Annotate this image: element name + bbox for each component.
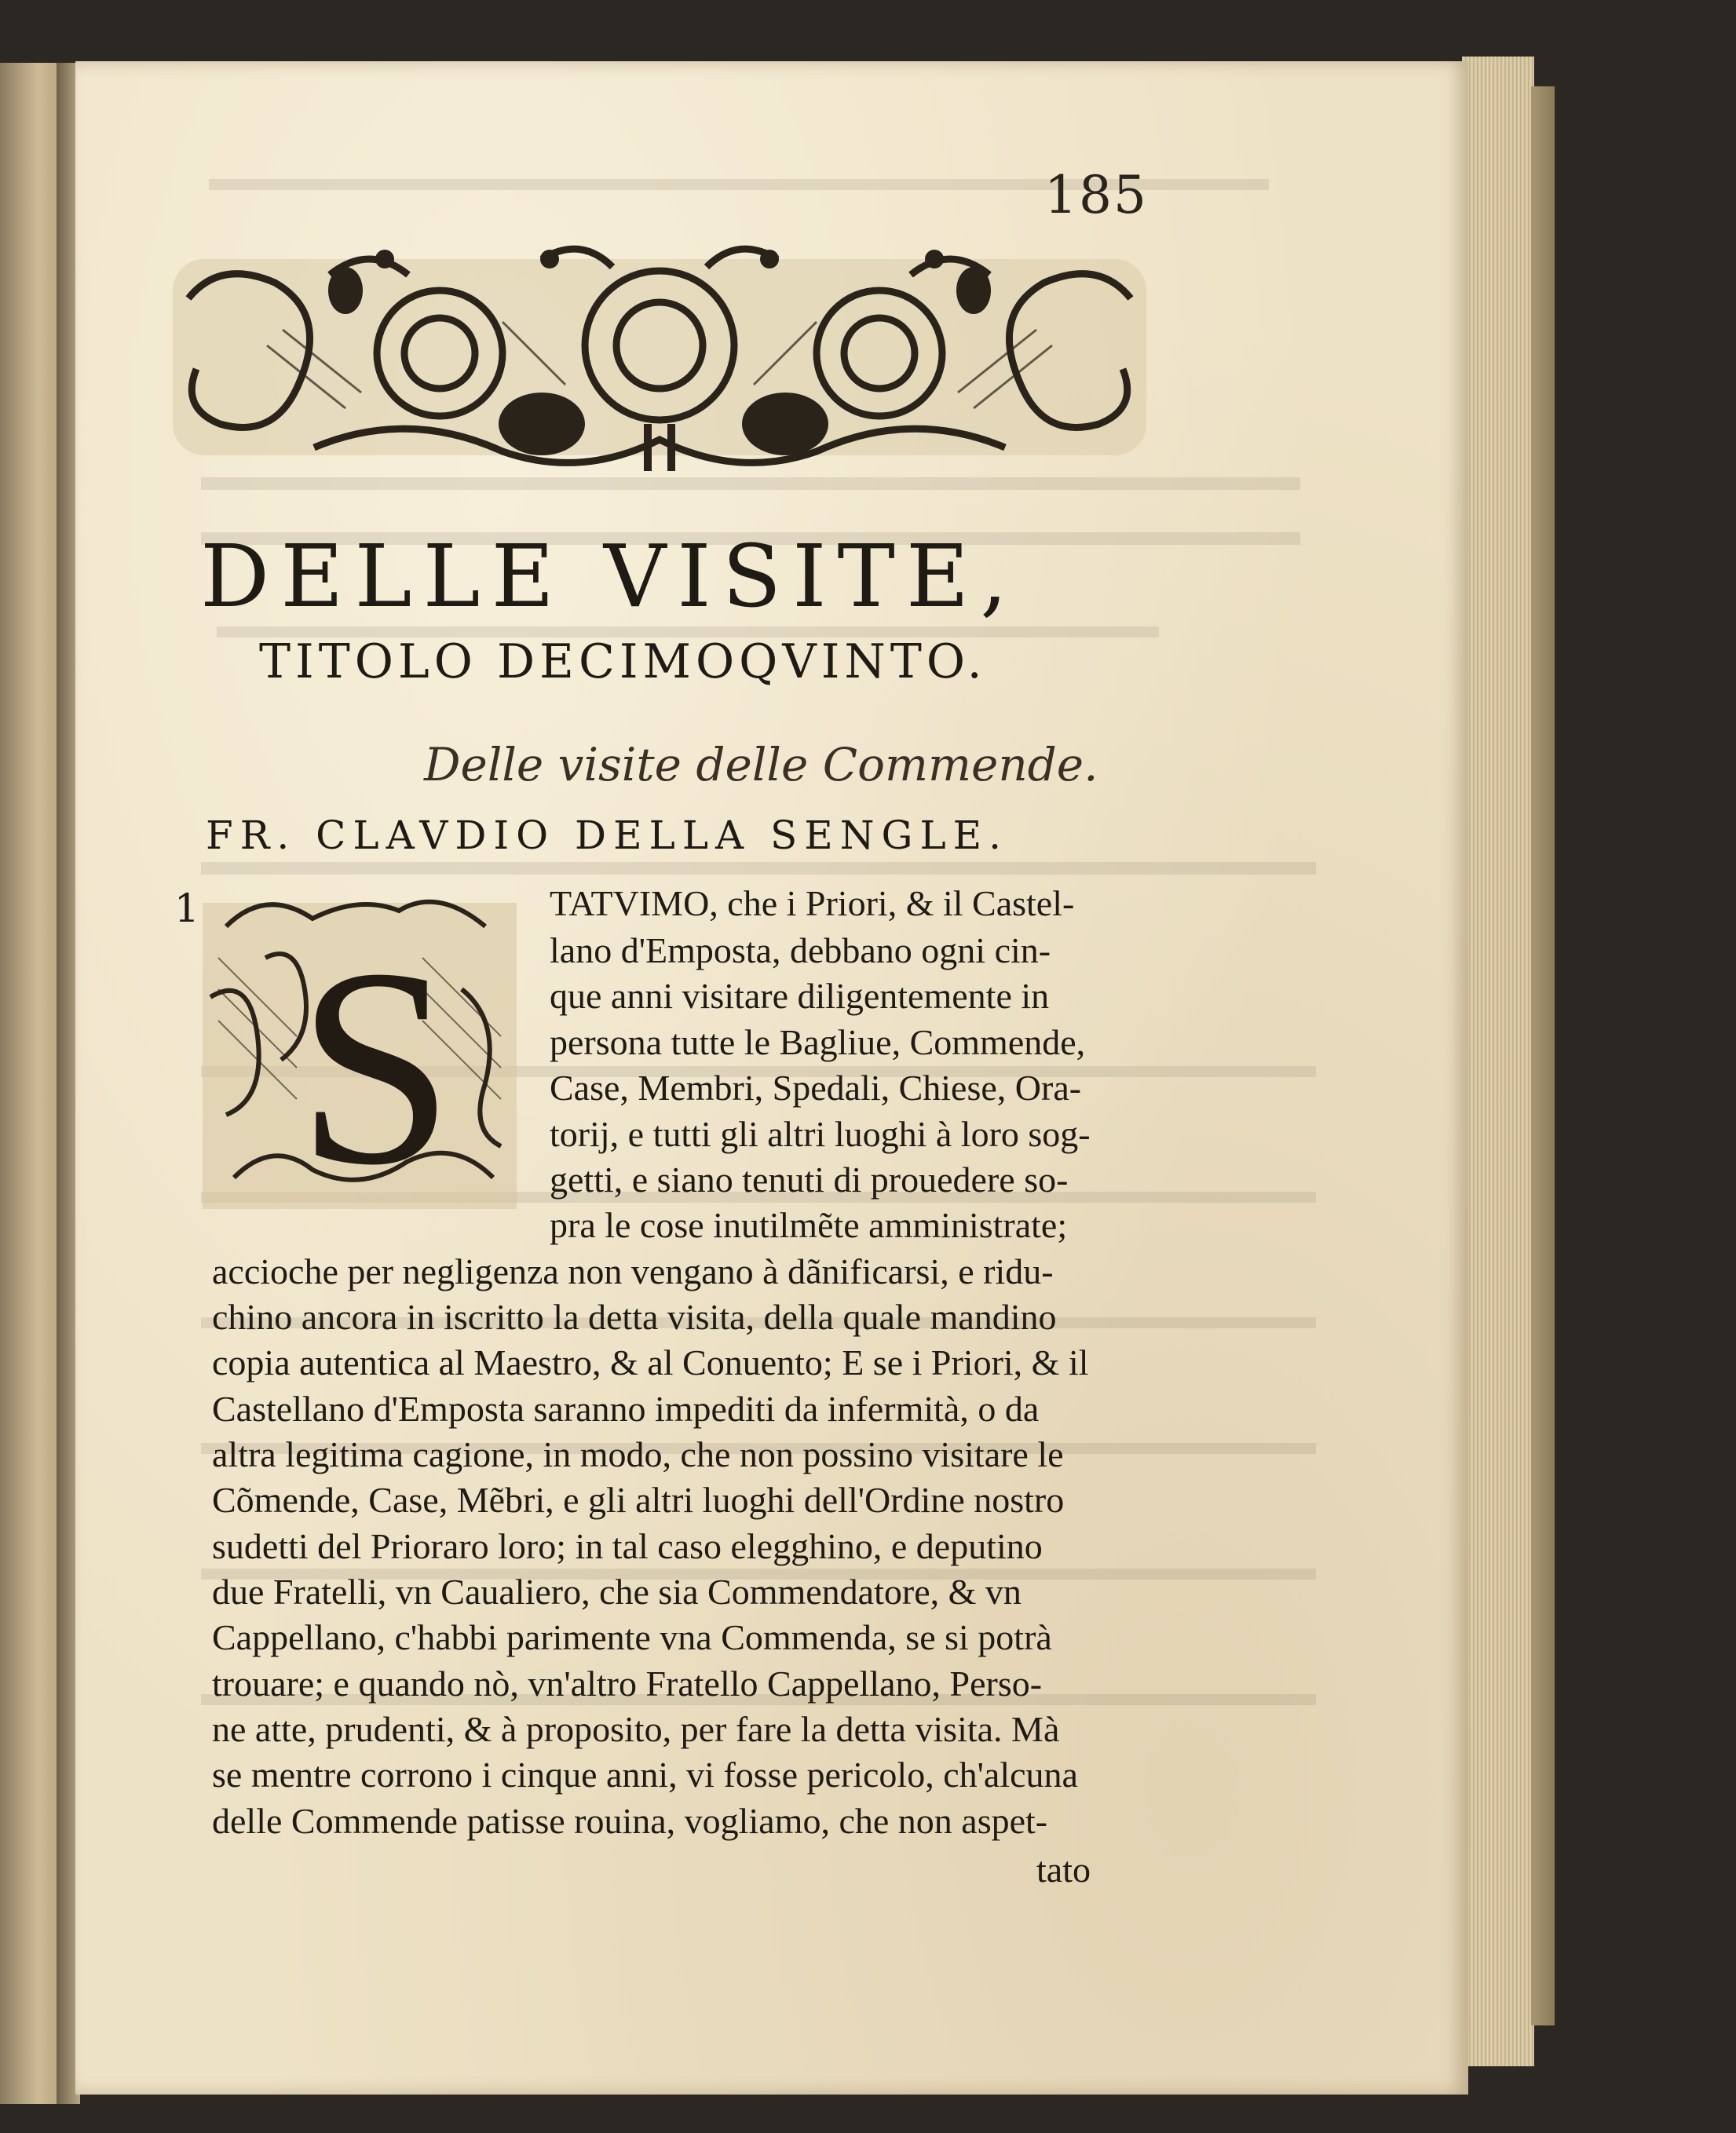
paragraph-number: 1 — [174, 886, 199, 931]
body-line: torij, e tutti gli altri luoghi à loro sog- — [550, 1114, 1091, 1154]
body-line: chino ancora in iscritto la detta visita, della quale mandino — [212, 1297, 1057, 1337]
page-number: 185 — [1044, 165, 1148, 225]
body-line: TATVIMO, che i Priori, & il Castel- — [550, 883, 1075, 923]
author-heading: FR. CLAVDIO DELLA SENGLE. — [206, 813, 1009, 858]
body-line: Case, Membri, Spedali, Chiese, Ora- — [550, 1068, 1082, 1108]
body-line: persona tutte le Bagliue, Commende, — [550, 1022, 1086, 1062]
section-title: DELLE VISITE, — [200, 526, 1019, 626]
body-line: accioche per negligenza non vengano à dãnificarsi, e ridu- — [212, 1251, 1054, 1291]
body-line: due Fratelli, vn Caualiero, che sia Commendatore, & vn — [212, 1572, 1021, 1612]
book-cover-edge — [1531, 86, 1555, 2025]
body-line: sudetti del Prioraro loro; in tal caso elegghino, e deputino — [212, 1526, 1043, 1566]
body-line: getti, e siano tenuti di prouedere so- — [550, 1160, 1069, 1200]
body-line: copia autentica al Maestro, & al Conuento; E se i Priori, & il — [212, 1342, 1089, 1382]
body-line: que anni visitare diligentemente in — [550, 976, 1050, 1016]
body-line: trouare; e quando nò, vn'altro Fratello Cappellano, Perso- — [212, 1664, 1043, 1704]
headpiece-ornament — [173, 228, 1146, 487]
body-line: se mentre corrono i cinque anni, vi fosse pericolo, ch'alcuna — [212, 1755, 1078, 1795]
page-fore-edge — [1462, 57, 1534, 2066]
body-line: delle Commende patisse rouina, vogliamo, che non aspet- — [212, 1801, 1048, 1841]
decorated-initial-icon — [203, 879, 517, 1209]
section-subtitle: TITOLO DECIMOQVINTO. — [259, 634, 987, 689]
body-line: altra legitima cagione, in modo, che non possino visitare le — [212, 1434, 1064, 1474]
body-line: ne atte, prudenti, & à proposito, per fare la detta visita. Mà — [212, 1709, 1060, 1749]
body-line: lano d'Emposta, debbano ogni cin- — [550, 930, 1051, 970]
body-line: Cappellano, c'habbi parimente vna Commenda, se si potrà — [212, 1617, 1052, 1657]
initial-letter: S — [297, 910, 455, 1209]
body-line: pra le cose inutilmẽte amministrate; — [550, 1205, 1068, 1245]
body-line: Castellano d'Emposta saranno impediti da infermità, o da — [212, 1389, 1040, 1429]
catchword: tato — [1036, 1850, 1091, 1890]
body-line: Cõmende, Case, Mẽbri, e gli altri luoghi dell'Ordine nostro — [212, 1480, 1065, 1520]
handwritten-rubric: Delle visite delle Commende. — [424, 738, 1098, 791]
left-page-edge — [0, 63, 63, 2104]
